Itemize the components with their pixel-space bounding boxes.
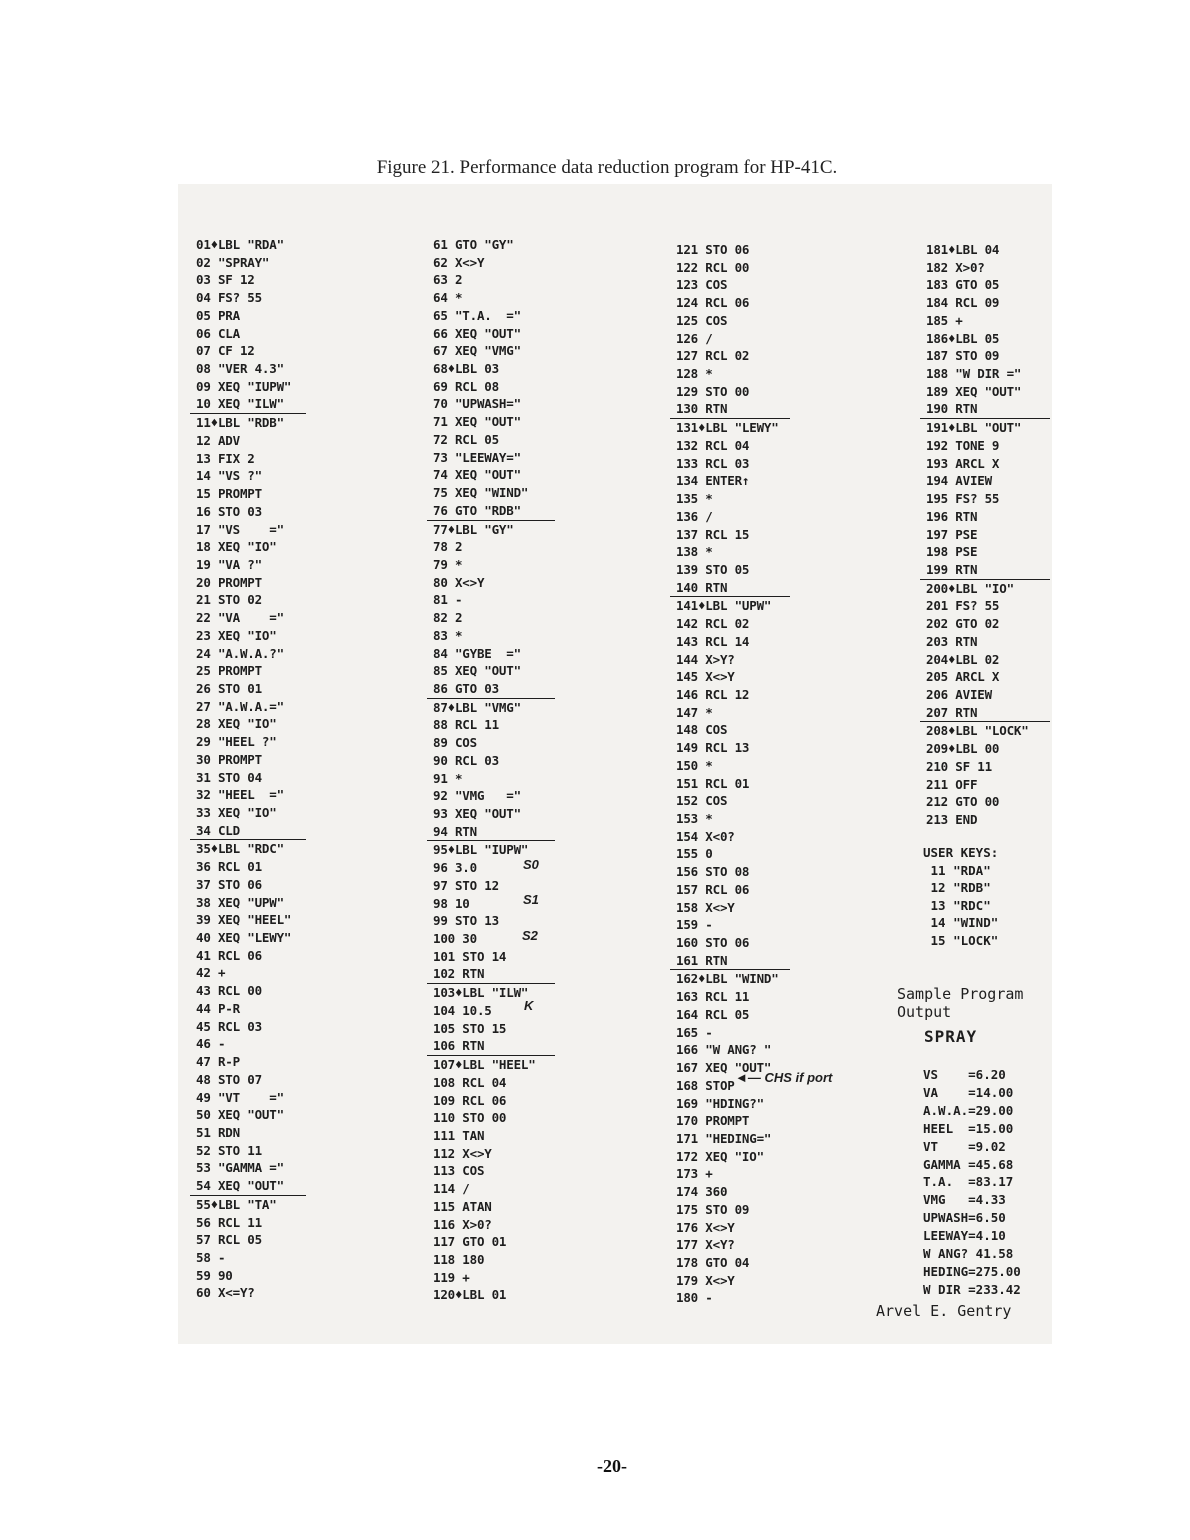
sample-output-line: VMG =4.33 [923, 1192, 1006, 1208]
program-line: 98 10 [433, 895, 470, 911]
program-line: 142 RCL 02 [676, 616, 750, 632]
program-line: 195 FS? 55 [926, 491, 1000, 507]
program-line: 20 PROMPT [196, 574, 262, 590]
program-line: 91 * [433, 770, 463, 786]
program-line: 79 * [433, 556, 463, 572]
sample-output-header: SPRAY [924, 1027, 978, 1046]
program-line: 23 XEQ "IO" [196, 627, 277, 643]
program-line: 11♦LBL "RDB" [196, 415, 284, 431]
program-line: 107♦LBL "HEEL" [433, 1057, 536, 1073]
program-line: 185 + [926, 312, 963, 328]
program-line: 37 STO 06 [196, 876, 262, 892]
user-keys-block [923, 844, 998, 949]
program-line: 32 "HEEL =" [196, 787, 284, 803]
user-key-line: 11 "RDA" [923, 862, 991, 878]
program-line: 106 RTN [427, 1037, 555, 1056]
program-line: 131♦LBL "LEWY" [676, 420, 779, 436]
program-line: 171 "HEDING=" [676, 1130, 772, 1146]
program-line: 88 RCL 11 [433, 717, 499, 733]
program-line: 45 RCL 03 [196, 1018, 262, 1034]
program-line: 204♦LBL 02 [926, 651, 1000, 667]
program-line: 50 XEQ "OUT" [196, 1107, 284, 1123]
program-line: 22 "VA =" [196, 610, 284, 626]
program-line: 121 STO 06 [676, 242, 750, 257]
program-listing-scan [178, 184, 1052, 1344]
program-line: 209♦LBL 00 [926, 741, 1000, 757]
program-line: 42 + [196, 965, 226, 981]
program-line: 18 XEQ "IO" [196, 539, 277, 555]
sample-output-line: VT =9.02 [923, 1138, 1006, 1154]
program-line: 179 X<>Y [676, 1272, 735, 1288]
program-line: 120♦LBL 01 [433, 1287, 507, 1303]
program-line: 181♦LBL 04 [926, 242, 1000, 257]
program-line: 36 RCL 01 [196, 859, 262, 875]
program-line: 09 XEQ "IUPW" [196, 378, 292, 394]
program-line: 69 RCL 08 [433, 378, 499, 394]
program-line: 136 / [676, 508, 713, 524]
program-line: 100 30 [433, 931, 477, 947]
program-line: 34 CLD [190, 822, 306, 841]
program-line: 122 RCL 00 [676, 259, 750, 275]
program-line: 153 * [676, 811, 713, 826]
program-line: 55♦LBL "TA" [196, 1196, 277, 1212]
program-line: 189 XEQ "OUT" [926, 383, 1022, 399]
figure-caption: Figure 21. Performance data reduction program for HP-41C. [376, 157, 838, 178]
user-key-line: 14 "WIND" [923, 915, 999, 930]
sample-output-line: HEEL =15.00 [923, 1120, 1014, 1136]
program-line: 110 STO 00 [433, 1110, 507, 1126]
sample-output-line: HEDING=275.00 [923, 1263, 1021, 1279]
program-line: 101 STO 14 [433, 948, 507, 964]
program-line: 63 2 [433, 272, 463, 288]
program-line: 172 XEQ "IO" [676, 1148, 764, 1164]
program-line: 05 PRA [196, 307, 240, 323]
sample-output-line: W DIR =233.42 [923, 1281, 1021, 1297]
sample-output-line: GAMMA =45.68 [923, 1156, 1014, 1172]
program-line: 07 CF 12 [196, 343, 255, 359]
program-line: 156 STO 08 [676, 864, 750, 880]
sample-title-line: Sample Program [897, 985, 1024, 1003]
program-line: 56 RCL 11 [196, 1214, 262, 1230]
program-line: 175 STO 09 [676, 1201, 750, 1217]
program-line: 124 RCL 06 [676, 295, 750, 311]
program-line: 145 X<>Y [676, 669, 735, 685]
program-line: 94 RTN [427, 823, 555, 842]
program-line: 24 "A.W.A.?" [196, 645, 284, 661]
program-line: 40 XEQ "LEWY" [196, 930, 292, 946]
sample-output-line: A.W.A.=29.00 [923, 1102, 1014, 1118]
program-line: 152 COS [676, 793, 728, 809]
program-line: 53 "GAMMA =" [196, 1160, 284, 1176]
annotation-s2: S2 [522, 928, 538, 943]
sample-output-line: VS =6.20 [923, 1067, 1006, 1082]
program-line: 150 * [676, 757, 713, 773]
program-line: 168 STOP [676, 1077, 735, 1093]
program-line: 73 "LEEWAY=" [433, 449, 521, 465]
program-line: 31 STO 04 [196, 769, 262, 785]
program-line: 173 + [676, 1166, 713, 1182]
program-line: 57 RCL 05 [196, 1232, 262, 1248]
program-line: 01♦LBL "RDA" [196, 237, 284, 252]
program-line: 58 - [196, 1249, 226, 1265]
program-line: 203 RTN [926, 633, 978, 649]
program-line: 169 "HDING?" [676, 1095, 764, 1111]
annotation-k: K [524, 998, 534, 1013]
program-line: 13 FIX 2 [196, 450, 255, 466]
program-line: 68♦LBL 03 [433, 361, 499, 377]
program-line: 134 ENTER↑ [676, 473, 750, 489]
program-line: 41 RCL 06 [196, 947, 262, 963]
program-line: 170 PROMPT [676, 1113, 750, 1129]
program-line: 87♦LBL "VMG" [433, 699, 521, 715]
program-line: 33 XEQ "IO" [196, 805, 277, 820]
program-line: 54 XEQ "OUT" [190, 1177, 306, 1196]
program-line: 197 PSE [926, 526, 978, 542]
program-line: 123 COS [676, 277, 728, 293]
program-line: 159 - [676, 917, 713, 933]
program-line: 26 STO 01 [196, 680, 262, 696]
program-line: 188 "W DIR =" [926, 366, 1022, 382]
program-line: 207 RTN [920, 704, 1050, 723]
listing-column-4 [926, 241, 1050, 829]
program-line: 03 SF 12 [196, 272, 255, 288]
program-line: 102 RTN [427, 965, 555, 984]
program-line: 127 RCL 02 [676, 348, 750, 364]
program-line: 111 TAN [433, 1127, 485, 1143]
program-line: 43 RCL 00 [196, 983, 262, 999]
program-line: 199 RTN [920, 561, 1050, 580]
program-line: 155 0 [676, 846, 713, 862]
program-line: 167 XEQ "OUT" [676, 1060, 772, 1076]
program-line: 137 RCL 15 [676, 526, 750, 542]
program-line: 84 "GYBE =" [433, 645, 521, 661]
page-number: -20- [597, 1456, 627, 1476]
user-keys-heading: USER KEYS: [923, 845, 999, 860]
program-line: 154 X<0? [676, 828, 735, 844]
program-line: 10 XEQ "ILW" [190, 395, 306, 414]
program-line: 78 2 [433, 539, 463, 555]
program-line: 193 ARCL X [926, 455, 1000, 471]
sample-output-lines [923, 1066, 1021, 1299]
program-line: 27 "A.W.A.=" [196, 698, 284, 714]
program-line: 201 FS? 55 [926, 598, 1000, 614]
program-line: 105 STO 15 [433, 1020, 507, 1036]
program-line: 139 STO 05 [676, 561, 750, 577]
program-line: 74 XEQ "OUT" [433, 467, 521, 483]
program-line: 92 "VMG =" [433, 788, 521, 804]
program-line: 138 * [676, 544, 713, 560]
program-line: 93 XEQ "OUT" [433, 806, 521, 821]
program-line: 196 RTN [926, 508, 978, 524]
program-line: 12 ADV [196, 432, 240, 448]
program-line: 83 * [433, 627, 463, 643]
program-line: 51 RDN [196, 1124, 240, 1140]
program-line: 198 PSE [926, 544, 978, 560]
program-line: 116 X>0? [433, 1216, 492, 1232]
annotation-chs-if-port: ◄— CHS if port [735, 1070, 833, 1085]
program-line: 08 "VER 4.3" [196, 361, 284, 377]
program-line: 213 END [926, 812, 978, 827]
program-line: 17 "VS =" [196, 521, 284, 537]
sample-output-line: VA =14.00 [923, 1084, 1014, 1100]
program-line: 144 X>Y? [676, 651, 735, 667]
program-line: 86 GTO 03 [427, 680, 555, 699]
program-line: 133 RCL 03 [676, 455, 750, 471]
program-line: 117 GTO 01 [433, 1234, 507, 1250]
program-line: 212 GTO 00 [926, 794, 1000, 810]
program-line: 38 XEQ "UPW" [196, 894, 284, 910]
program-line: 164 RCL 05 [676, 1006, 750, 1022]
program-line: 103♦LBL "ILW" [433, 985, 529, 1001]
program-line: 135 * [676, 491, 713, 507]
program-line: 163 RCL 11 [676, 989, 750, 1005]
program-line: 149 RCL 13 [676, 740, 750, 756]
program-line: 112 X<>Y [433, 1145, 492, 1161]
program-line: 06 CLA [196, 325, 240, 341]
program-line: 90 RCL 03 [433, 752, 499, 768]
program-line: 114 / [433, 1181, 470, 1197]
program-line: 89 COS [433, 735, 477, 751]
user-key-line: 15 "LOCK" [923, 932, 999, 948]
program-line: 80 X<>Y [433, 574, 485, 590]
program-line: 82 2 [433, 610, 463, 626]
program-line: 187 STO 09 [926, 348, 1000, 364]
program-line: 64 * [433, 290, 463, 306]
program-line: 190 RTN [920, 400, 1050, 419]
sample-output-line: W ANG? 41.58 [923, 1246, 1014, 1262]
program-line: 35♦LBL "RDC" [196, 841, 284, 857]
program-line: 19 "VA ?" [196, 556, 262, 572]
program-line: 118 180 [433, 1251, 485, 1267]
listing-column-1 [196, 236, 306, 1302]
program-line: 109 RCL 06 [433, 1092, 507, 1108]
user-key-line: 13 "RDC" [923, 897, 991, 913]
program-line: 125 COS [676, 312, 728, 328]
program-line: 211 OFF [926, 776, 978, 792]
user-key-line: 12 "RDB" [923, 880, 991, 895]
program-line: 165 - [676, 1024, 713, 1040]
program-line: 77♦LBL "GY" [433, 521, 514, 537]
program-line: 71 XEQ "OUT" [433, 414, 521, 430]
program-line: 21 STO 02 [196, 592, 262, 608]
program-line: 115 ATAN [433, 1198, 492, 1214]
sample-output-title [897, 985, 1023, 1021]
program-line: 130 RTN [670, 400, 790, 419]
program-line: 176 X<>Y [676, 1219, 735, 1235]
program-line: 200♦LBL "IO" [926, 580, 1014, 596]
program-line: 46 - [196, 1036, 226, 1052]
listing-column-3 [676, 241, 790, 1307]
program-line: 126 / [676, 330, 713, 346]
program-line: 178 GTO 04 [676, 1254, 750, 1270]
program-line: 28 XEQ "IO" [196, 716, 277, 732]
program-line: 02 "SPRAY" [196, 254, 270, 270]
program-line: 04 FS? 55 [196, 290, 262, 306]
program-line: 205 ARCL X [926, 669, 1000, 685]
program-line: 39 XEQ "HEEL" [196, 912, 292, 928]
program-line: 52 STO 11 [196, 1142, 262, 1158]
program-line: 141♦LBL "UPW" [676, 598, 772, 614]
program-line: 182 X>0? [926, 259, 985, 275]
program-line: 210 SF 11 [926, 758, 992, 774]
program-line: 49 "VT =" [196, 1089, 284, 1105]
program-line: 29 "HEEL ?" [196, 734, 277, 750]
program-line: 186♦LBL 05 [926, 330, 1000, 346]
program-line: 48 STO 07 [196, 1071, 262, 1087]
program-line: 99 STO 13 [433, 913, 499, 929]
program-line: 180 - [676, 1290, 713, 1306]
program-line: 161 RTN [670, 952, 790, 971]
listing-column-2 [433, 236, 555, 1304]
program-line: 97 STO 12 [433, 877, 499, 893]
program-line: 44 P-R [196, 1000, 240, 1016]
annotation-s0: S0 [523, 857, 539, 872]
program-line: 96 3.0 [433, 860, 477, 876]
sample-output-line: LEEWAY=4.10 [923, 1228, 1006, 1244]
program-line: 14 "VS ?" [196, 468, 262, 484]
program-line: 132 RCL 04 [676, 437, 750, 453]
program-line: 72 RCL 05 [433, 431, 499, 447]
program-line: 47 R-P [196, 1054, 240, 1070]
annotation-s1: S1 [523, 892, 539, 907]
program-line: 15 PROMPT [196, 486, 262, 502]
program-line: 119 + [433, 1269, 470, 1285]
program-line: 202 GTO 02 [926, 616, 1000, 632]
program-line: 70 "UPWASH=" [433, 396, 521, 412]
program-line: 65 "T.A. =" [433, 307, 521, 323]
program-line: 61 GTO "GY" [433, 237, 514, 252]
program-line: 143 RCL 14 [676, 633, 750, 649]
program-line: 67 XEQ "VMG" [433, 343, 521, 359]
program-line: 146 RCL 12 [676, 686, 750, 702]
program-line: 160 STO 06 [676, 935, 750, 951]
program-line: 206 AVIEW [926, 686, 992, 702]
program-line: 75 XEQ "WIND" [433, 485, 529, 501]
program-line: 60 X<=Y? [196, 1285, 255, 1301]
program-line: 158 X<>Y [676, 899, 735, 915]
program-line: 104 10.5 [433, 1002, 492, 1018]
sample-title-line: Output [897, 1003, 952, 1021]
program-line: 30 PROMPT [196, 751, 262, 767]
program-line: 81 - [433, 592, 463, 608]
program-line: 140 RTN [670, 579, 790, 598]
program-line: 66 XEQ "OUT" [433, 325, 521, 341]
program-line: 147 * [676, 704, 713, 720]
program-line: 95♦LBL "IUPW" [433, 842, 529, 858]
program-line: 108 RCL 04 [433, 1074, 507, 1090]
sample-output-line: UPWASH=6.50 [923, 1210, 1006, 1226]
program-line: 166 "W ANG? " [676, 1042, 772, 1058]
program-line: 208♦LBL "LOCK" [926, 723, 1029, 739]
program-line: 59 90 [196, 1267, 233, 1283]
program-line: 177 X<Y? [676, 1237, 735, 1253]
program-line: 183 GTO 05 [926, 277, 1000, 293]
program-line: 192 TONE 9 [926, 437, 1000, 453]
program-line: 129 STO 00 [676, 383, 750, 399]
program-line: 174 360 [676, 1184, 728, 1200]
program-line: 191♦LBL "OUT" [926, 420, 1022, 436]
program-line: 128 * [676, 366, 713, 382]
program-line: 151 RCL 01 [676, 775, 750, 791]
author-signature: Arvel E. Gentry [876, 1302, 1012, 1320]
program-line: 194 AVIEW [926, 473, 992, 489]
program-line: 157 RCL 06 [676, 881, 750, 897]
program-line: 113 COS [433, 1163, 485, 1179]
program-line: 62 X<>Y [433, 254, 485, 270]
program-line: 16 STO 03 [196, 503, 262, 519]
program-line: 25 PROMPT [196, 663, 262, 679]
program-line: 162♦LBL "WIND" [676, 971, 779, 987]
program-line: 184 RCL 09 [926, 295, 1000, 311]
program-line: 85 XEQ "OUT" [433, 663, 521, 679]
program-line: 76 GTO "RDB" [427, 502, 555, 521]
program-line: 148 COS [676, 722, 728, 738]
sample-output-line: T.A. =83.17 [923, 1174, 1014, 1190]
